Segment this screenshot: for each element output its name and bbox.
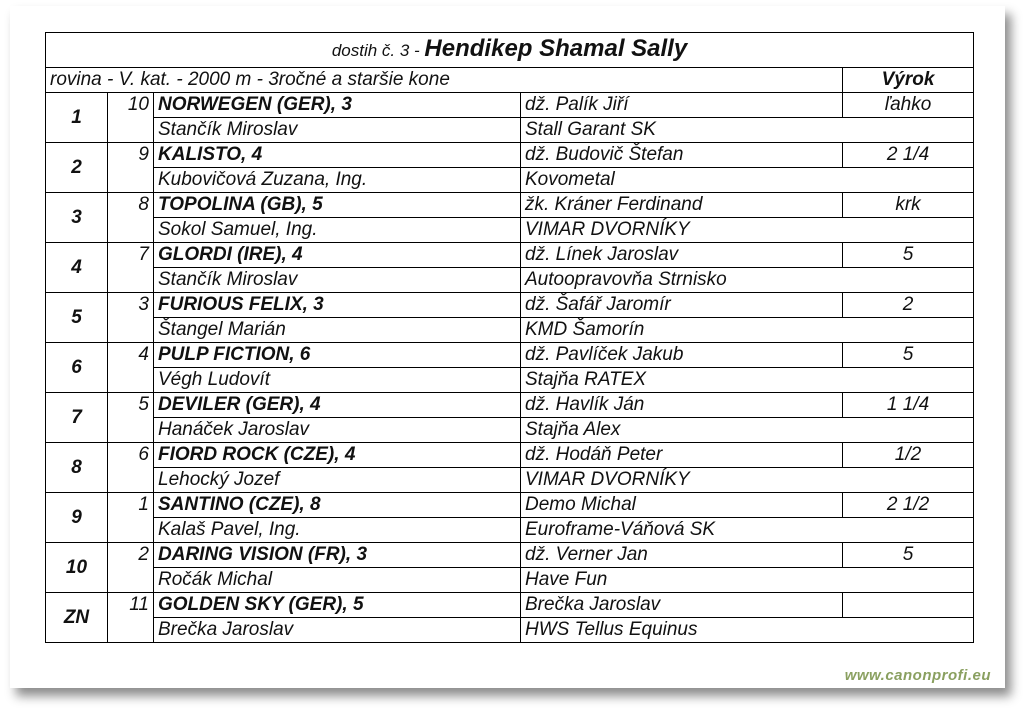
horse-name: GLORDI (IRE), 4 (154, 243, 521, 268)
stable-name: KMD Šamorín (521, 318, 974, 343)
result-column-header: Výrok (843, 68, 974, 93)
start-number: 10 (108, 93, 154, 118)
jockey-name: Brečka Jaroslav (521, 593, 843, 618)
start-number-spacer (108, 568, 154, 593)
start-number-spacer (108, 268, 154, 293)
race-title (46, 33, 974, 68)
jockey-name: dž. Verner Jan (521, 543, 843, 568)
horse-name: PULP FICTION, 6 (154, 343, 521, 368)
placing-cell: 10 (46, 543, 108, 593)
start-number-spacer (108, 368, 154, 393)
horse-name: FIORD ROCK (CZE), 4 (154, 443, 521, 468)
result-row-detail (46, 168, 974, 193)
horse-name: NORWEGEN (GER), 3 (154, 93, 521, 118)
placing-cell: 3 (46, 193, 108, 243)
stable-name: Stajňa RATEX (521, 368, 974, 393)
stable-name: Stajňa Alex (521, 418, 974, 443)
jockey-name: žk. Kráner Ferdinand (521, 193, 843, 218)
start-number: 6 (108, 443, 154, 468)
horse-name: DARING VISION (FR), 3 (154, 543, 521, 568)
stable-name: VIMAR DVORNÍKY (521, 468, 974, 493)
result-row (46, 293, 974, 318)
horse-name: FURIOUS FELIX, 3 (154, 293, 521, 318)
stable-name: Autoopravovňa Strnisko (521, 268, 974, 293)
result-row (46, 143, 974, 168)
finish-margin: 2 1/2 (843, 493, 974, 518)
finish-margin: 1 1/4 (843, 393, 974, 418)
placing-cell: 2 (46, 143, 108, 193)
placing-cell: 7 (46, 393, 108, 443)
owner-name: Brečka Jaroslav (154, 618, 521, 643)
result-row-detail (46, 268, 974, 293)
owner-name: Kubovičová Zuzana, Ing. (154, 168, 521, 193)
placing-cell: 4 (46, 243, 108, 293)
start-number: 9 (108, 143, 154, 168)
horse-name: KALISTO, 4 (154, 143, 521, 168)
watermark-text: www.canonprofi.eu (844, 667, 991, 684)
placing-cell: ZN (46, 593, 108, 643)
start-number-spacer (108, 518, 154, 543)
owner-name: Sokol Samuel, Ing. (154, 218, 521, 243)
horse-name: SANTINO (CZE), 8 (154, 493, 521, 518)
result-row-detail (46, 118, 974, 143)
race-conditions: rovina - V. kat. - 2000 m - 3ročné a staršie kone (46, 68, 843, 93)
result-row-detail (46, 618, 974, 643)
result-row (46, 443, 974, 468)
jockey-name: dž. Budovič Štefan (521, 143, 843, 168)
start-number-spacer (108, 318, 154, 343)
race-name: Hendikep Shamal Sally (424, 35, 688, 62)
finish-margin (843, 593, 974, 618)
owner-name: Lehocký Jozef (154, 468, 521, 493)
jockey-name: dž. Pavlíček Jakub (521, 343, 843, 368)
start-number-spacer (108, 418, 154, 443)
start-number: 4 (108, 343, 154, 368)
start-number: 11 (108, 593, 154, 618)
stable-name: Euroframe-Váňová SK (521, 518, 974, 543)
horse-name: TOPOLINA (GB), 5 (154, 193, 521, 218)
conditions-row (46, 68, 974, 93)
result-row (46, 243, 974, 268)
placing-cell: 6 (46, 343, 108, 393)
result-row-detail (46, 318, 974, 343)
result-row-detail (46, 218, 974, 243)
horse-name: DEVILER (GER), 4 (154, 393, 521, 418)
race-number: dostih č. 3 - (331, 41, 425, 60)
result-row-detail (46, 568, 974, 593)
finish-margin: 5 (843, 343, 974, 368)
result-row (46, 493, 974, 518)
stable-name: VIMAR DVORNÍKY (521, 218, 974, 243)
start-number-spacer (108, 118, 154, 143)
result-row (46, 543, 974, 568)
placing-cell: 5 (46, 293, 108, 343)
stable-name: Have Fun (521, 568, 974, 593)
result-row (46, 393, 974, 418)
start-number: 8 (108, 193, 154, 218)
start-number: 3 (108, 293, 154, 318)
finish-margin: 1/2 (843, 443, 974, 468)
result-row-detail (46, 418, 974, 443)
jockey-name: dž. Palík Jiří (521, 93, 843, 118)
owner-name: Végh Ludovít (154, 368, 521, 393)
finish-margin: ľahko (843, 93, 974, 118)
start-number: 5 (108, 393, 154, 418)
result-row (46, 343, 974, 368)
result-row-detail (46, 368, 974, 393)
placing-cell: 8 (46, 443, 108, 493)
owner-name: Kalaš Pavel, Ing. (154, 518, 521, 543)
jockey-name: dž. Línek Jaroslav (521, 243, 843, 268)
start-number-spacer (108, 468, 154, 493)
start-number: 1 (108, 493, 154, 518)
start-number-spacer (108, 218, 154, 243)
result-row (46, 593, 974, 618)
jockey-name: dž. Šafář Jaromír (521, 293, 843, 318)
stable-name: Stall Garant SK (521, 118, 974, 143)
finish-margin: krk (843, 193, 974, 218)
finish-margin: 5 (843, 243, 974, 268)
title-row (46, 33, 974, 68)
placing-cell: 1 (46, 93, 108, 143)
owner-name: Stančík Miroslav (154, 268, 521, 293)
finish-margin: 2 (843, 293, 974, 318)
horse-name: GOLDEN SKY (GER), 5 (154, 593, 521, 618)
result-row-detail (46, 468, 974, 493)
result-row (46, 93, 974, 118)
owner-name: Ročák Michal (154, 568, 521, 593)
start-number: 2 (108, 543, 154, 568)
owner-name: Hanáček Jaroslav (154, 418, 521, 443)
results-sheet (10, 6, 1005, 688)
owner-name: Štangel Marián (154, 318, 521, 343)
jockey-name: dž. Hodáň Peter (521, 443, 843, 468)
finish-margin: 5 (843, 543, 974, 568)
start-number-spacer (108, 168, 154, 193)
result-row-detail (46, 518, 974, 543)
finish-margin: 2 1/4 (843, 143, 974, 168)
owner-name: Stančík Miroslav (154, 118, 521, 143)
jockey-name: dž. Havlík Ján (521, 393, 843, 418)
start-number: 7 (108, 243, 154, 268)
result-row (46, 193, 974, 218)
placing-cell: 9 (46, 493, 108, 543)
jockey-name: Demo Michal (521, 493, 843, 518)
race-results-table (45, 32, 974, 643)
stable-name: Kovometal (521, 168, 974, 193)
stable-name: HWS Tellus Equinus (521, 618, 974, 643)
start-number-spacer (108, 618, 154, 643)
